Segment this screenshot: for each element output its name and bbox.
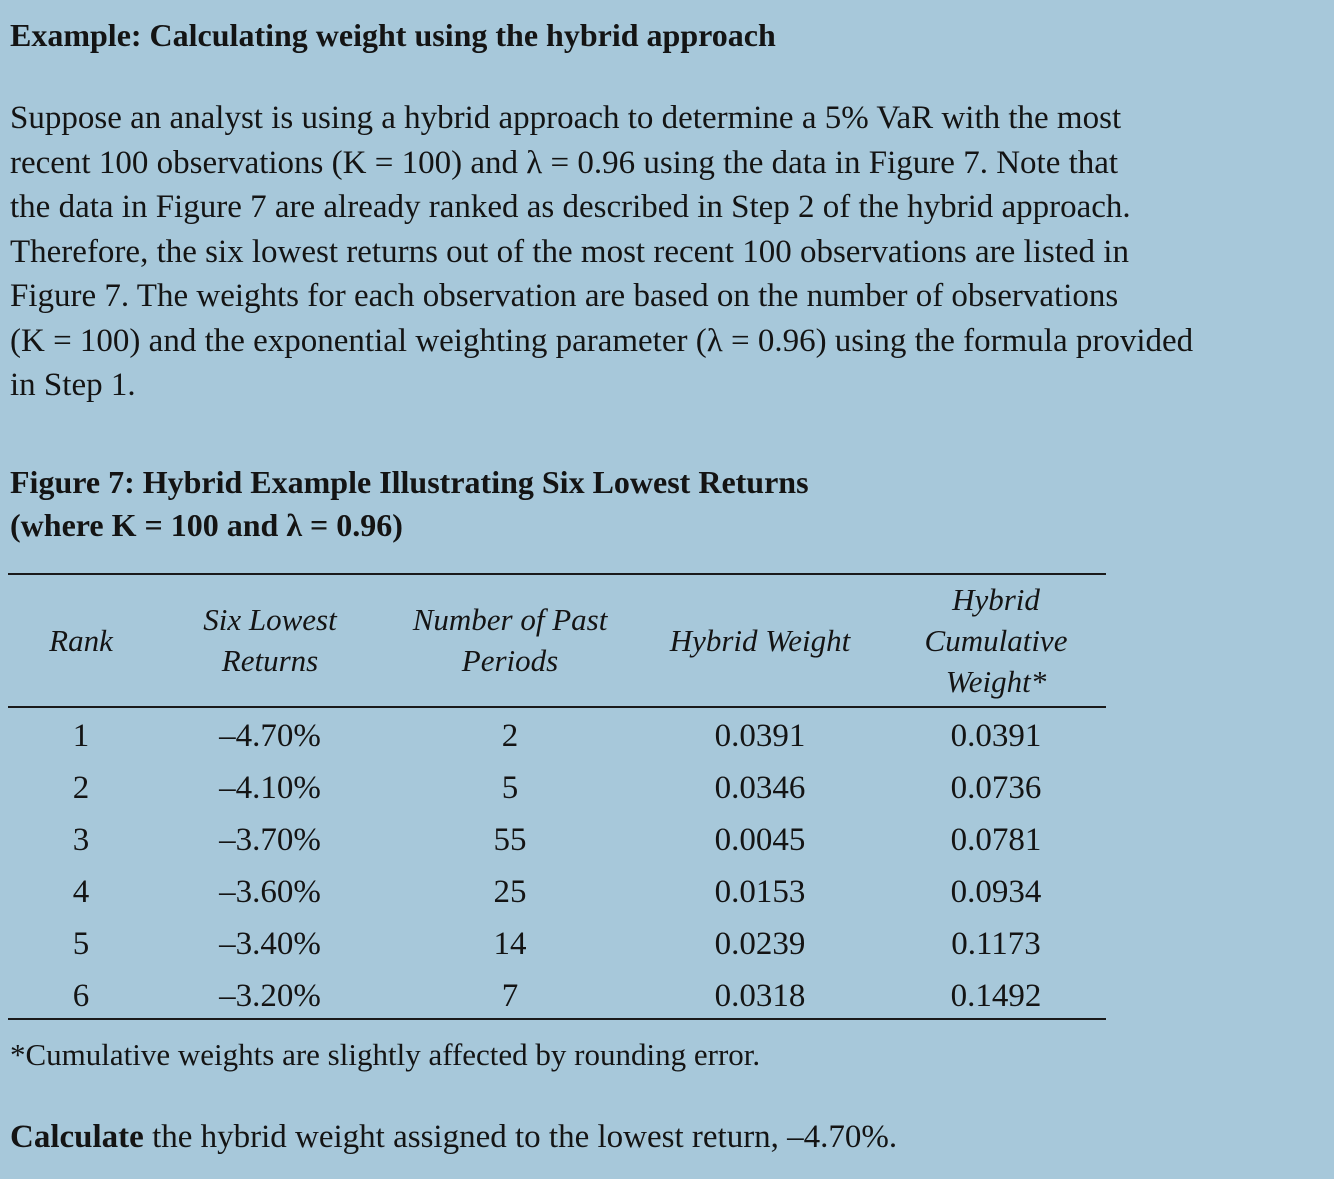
cell-past-periods: 14 [493, 926, 527, 962]
cell-past-periods: 2 [501, 718, 519, 754]
header-text: Hybrid Weight [669, 622, 851, 658]
cell-return: –3.70% [219, 822, 321, 858]
cell-cumulative-weight: 0.0736 [950, 770, 1042, 806]
calculate-keyword: Calculate [10, 1119, 144, 1155]
paragraph-line: in Step 1. [10, 367, 136, 403]
figure-title-line: (where K = 100 and λ = 0.96) [10, 507, 403, 543]
header-six-lowest-returns [154, 576, 386, 704]
cell-past-periods: 5 [501, 770, 519, 806]
cell-return: –3.40% [219, 926, 321, 962]
cell-cumulative-weight: 0.1173 [951, 926, 1041, 962]
header-text: Rank [49, 622, 113, 658]
cell-past-periods: 25 [493, 874, 527, 910]
header-text: Weight* [945, 663, 1047, 699]
paragraph-line: the data in Figure 7 are already ranked as described in Step 2 of the hybrid approach. [10, 189, 1131, 225]
paragraph-line: Therefore, the six lowest returns out of the most recent 100 observations are listed in [10, 233, 1129, 270]
header-hybrid-cumulative-weight [886, 576, 1106, 704]
cell-hybrid-weight: 0.0153 [714, 874, 806, 910]
header-text: Cumulative [924, 622, 1068, 658]
cell-return: –3.20% [219, 978, 321, 1014]
table-top-rule [8, 573, 1106, 575]
header-rank [8, 576, 154, 704]
cell-hybrid-weight: 0.0045 [714, 822, 806, 858]
table-row [0, 866, 1334, 918]
header-text: Six Lowest [203, 602, 337, 637]
table-bottom-rule [8, 1018, 1106, 1020]
cell-rank: 6 [72, 978, 90, 1014]
example-heading: Example: Calculating weight using the hybrid approach [10, 17, 776, 53]
header-text: Number of Past [412, 602, 608, 637]
table-header-rule [8, 706, 1106, 708]
cell-return: –4.10% [219, 770, 321, 806]
cell-hybrid-weight: 0.0346 [714, 770, 806, 806]
cell-rank: 4 [72, 874, 90, 910]
cell-past-periods: 55 [493, 822, 527, 858]
header-text: Returns [221, 643, 319, 678]
figure-title-line: Figure 7: Hybrid Example Illustrating Six Lowest Returns [10, 464, 809, 500]
calculate-text: the hybrid weight assigned to the lowest return, –4.70%. [143, 1119, 898, 1155]
cell-return: –3.60% [219, 874, 321, 910]
table-row [0, 762, 1334, 814]
cell-rank: 5 [72, 926, 90, 962]
cell-return: –4.70% [219, 718, 321, 754]
cell-hybrid-weight: 0.0391 [714, 718, 806, 754]
cell-hybrid-weight: 0.0239 [714, 926, 806, 962]
example-paragraph [10, 96, 1334, 408]
figure-title [10, 461, 809, 547]
table-row [0, 970, 1334, 1022]
header-number-of-past-periods [386, 576, 634, 704]
cell-cumulative-weight: 0.0391 [950, 718, 1042, 754]
paragraph-line: recent 100 observations (K = 100) and λ = 0.96 using the data in Figure 7. Note that [10, 144, 1119, 181]
cell-rank: 1 [72, 718, 90, 754]
cell-cumulative-weight: 0.0934 [950, 874, 1042, 910]
calculate-prompt [10, 1115, 897, 1159]
cell-cumulative-weight: 0.0781 [950, 822, 1042, 858]
paragraph-line: Figure 7. The weights for each observation are based on the number of observations [10, 278, 1119, 314]
table-footnote: *Cumulative weights are slightly affected by rounding error. [10, 1037, 761, 1072]
cell-rank: 2 [72, 770, 90, 806]
cell-past-periods: 7 [501, 978, 519, 1014]
paragraph-line: Suppose an analyst is using a hybrid approach to determine a 5% VaR with the most [10, 100, 1122, 136]
table-body [0, 710, 1334, 1022]
header-text: Hybrid [952, 581, 1040, 617]
cell-cumulative-weight: 0.1492 [950, 978, 1042, 1014]
table-row [0, 710, 1334, 762]
paragraph-line: (K = 100) and the exponential weighting parameter (λ = 0.96) using the formula provided [10, 322, 1194, 359]
header-text: Periods [461, 643, 559, 678]
header-hybrid-weight [634, 576, 886, 704]
cell-hybrid-weight: 0.0318 [714, 978, 806, 1014]
cell-rank: 3 [72, 822, 90, 858]
table-row [0, 814, 1334, 866]
table-row [0, 918, 1334, 970]
